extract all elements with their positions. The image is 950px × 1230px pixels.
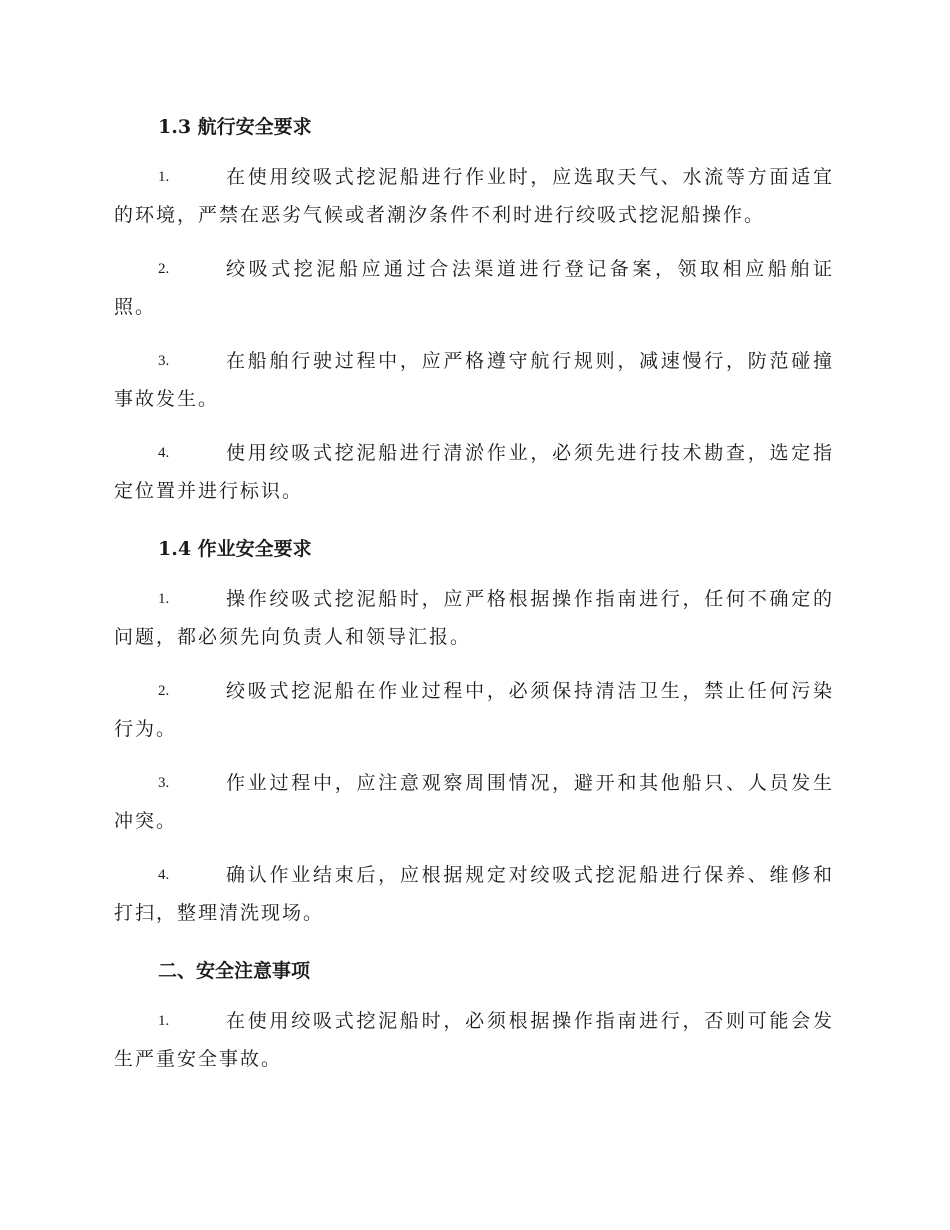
item-text: 确认作业结束后，应根据规定对绞吸式挖泥船进行保养、维修和: [226, 864, 834, 886]
item-number: 4.: [158, 445, 170, 461]
list-item: [114, 342, 834, 418]
list-item: [114, 434, 834, 510]
item-text-continued: 的环境，严禁在恶劣气候或者潮汐条件不利时进行绞吸式挖泥船操作。: [114, 204, 766, 226]
item-number: 3.: [158, 775, 170, 791]
item-text: 使用绞吸式挖泥船进行清淤作业，必须先进行技术勘查，选定指: [226, 442, 834, 464]
section-heading: 1.3 航行安全要求: [158, 116, 312, 138]
list-item: [114, 672, 834, 748]
item-text-continued: 定位置并进行标识。: [114, 480, 304, 502]
item-text: 在使用绞吸式挖泥船进行作业时，应选取天气、水流等方面适宜: [226, 166, 834, 188]
item-text-continued: 打扫，整理清洗现场。: [114, 902, 325, 924]
item-number: 1.: [158, 1013, 170, 1029]
item-number: 4.: [158, 867, 170, 883]
item-number: 3.: [158, 353, 170, 369]
item-text-continued: 冲突。: [114, 810, 178, 832]
list-item: [114, 1002, 834, 1078]
item-text-continued: 照。: [114, 296, 157, 318]
item-number: 1.: [158, 591, 170, 607]
item-text: 绞吸式挖泥船在作业过程中，必须保持清洁卫生，禁止任何污染: [226, 680, 834, 702]
item-text: 绞吸式挖泥船应通过合法渠道进行登记备案，领取相应船舶证: [226, 258, 834, 280]
list-item: [114, 250, 834, 326]
item-text: 作业过程中，应注意观察周围情况，避开和其他船只、人员发生: [226, 772, 834, 794]
document-body: [114, 104, 834, 1094]
list-item: [114, 580, 834, 656]
list-item: [114, 764, 834, 840]
item-number: 2.: [158, 683, 170, 699]
list-item: [114, 856, 834, 932]
list-item: [114, 158, 834, 234]
item-number: 1.: [158, 169, 170, 185]
item-text-continued: 生严重安全事故。: [114, 1048, 283, 1070]
section-heading: 1.4 作业安全要求: [158, 538, 312, 560]
item-text: 在使用绞吸式挖泥船时，必须根据操作指南进行，否则可能会发: [226, 1010, 834, 1032]
item-number: 2.: [158, 261, 170, 277]
item-text: 在船舶行驶过程中，应严格遵守航行规则，减速慢行，防范碰撞: [226, 350, 834, 372]
item-text: 操作绞吸式挖泥船时，应严格根据操作指南进行，任何不确定的: [226, 588, 834, 610]
item-text-continued: 问题，都必须先向负责人和领导汇报。: [114, 626, 472, 648]
item-text-continued: 事故发生。: [114, 388, 220, 410]
section-heading: 二、安全注意事项: [158, 960, 311, 982]
item-text-continued: 行为。: [114, 718, 178, 740]
